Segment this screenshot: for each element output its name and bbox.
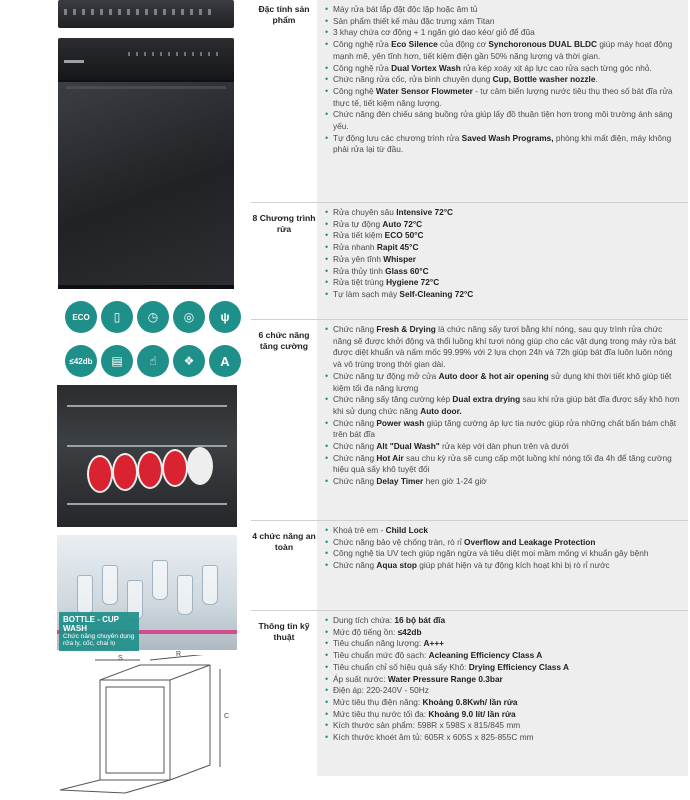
item-text: . [595, 74, 598, 85]
highlight-text: A+++ [423, 638, 445, 649]
list-item [325, 662, 680, 674]
list-item [325, 674, 680, 686]
highlight-text: Delay Timer [376, 476, 424, 487]
list-item [325, 266, 680, 278]
item-text: Mức tiêu thụ nước tối đa: [333, 708, 429, 719]
section-features [251, 0, 688, 202]
item-text: Rửa yên tĩnh [333, 253, 384, 264]
timer-icon: ◷ [137, 301, 169, 333]
dishwasher-base [58, 285, 234, 289]
highlight-text: Khoảng 9.0 lít/ lần rửa [428, 708, 516, 719]
list-item [325, 394, 680, 417]
highlight-text: Overflow and Leakage Protection [464, 536, 596, 547]
dim-r: R [176, 651, 182, 658]
list-item [325, 74, 680, 86]
dishwasher-top-panel [58, 0, 234, 28]
list-item [325, 39, 680, 62]
item-text: Công nghệ rửa [333, 62, 392, 73]
hand-icon: ☝ [137, 345, 169, 377]
highlight-text: Auto door. [420, 405, 462, 416]
highlight-text: Acleaning Efficiency Class A [428, 650, 543, 661]
list-item [325, 109, 680, 132]
list-item [325, 230, 680, 242]
item-text: của động cơ [437, 39, 489, 50]
list-item [325, 441, 680, 453]
item-text: Chức năng [333, 452, 377, 463]
item-text: Rửa tiết kiệm [333, 230, 385, 241]
item-text: là chức năng sấy tươi bằng khí nóng, sau quy trình rửa chức năng sẽ được khởi động và thổi luồng khí tươi nóng giúp cho các vật dụng trong máy rửa bát được diệt khuẩn và nấm mốc 99.99% với 2 lựa chọn 24h và 72h giúp bát đĩa luôn luôn nóng và vô trùng trong thời gian dài. [333, 324, 676, 370]
section-label: 4 chức năng an toàn [252, 531, 316, 552]
item-text: Chức năng rửa cốc, rửa bình chuyên dụng [333, 74, 493, 85]
highlight-text: Self-Cleaning 72°C [399, 288, 474, 299]
list-item [325, 525, 680, 537]
dimension-diagram [40, 651, 245, 795]
bottle-cup-subtitle: Chức năng chuyên dụng rửa ly, cốc, chai lọ [63, 633, 135, 648]
item-text: Tiêu chuẩn chỉ số hiệu quả sấy Khô: [333, 661, 469, 672]
item-text: 3 khay chứa cơ động + 1 ngăn gió dao kéo/ giỏ để đũa [333, 27, 535, 38]
highlight-text: ≤42db [397, 626, 422, 637]
item-list [325, 525, 680, 572]
item-text: Tiêu chuẩn mức độ sạch: [333, 650, 429, 661]
item-text: Kích thước khoét âm tủ: 605R x 605S x 825-855C mm [333, 732, 534, 743]
item-text: - tự cảm biến lượng nước tiêu thụ theo số bát đĩa rửa thực tế, tiết kiệm năng lượng. [333, 85, 673, 108]
item-text: Mức độ tiếng ồn: [333, 626, 398, 637]
section-label: 6 chức năng tăng cường [258, 330, 310, 351]
list-item [325, 133, 680, 156]
highlight-text: Whisper [383, 253, 417, 264]
item-text: Tự động lưu các chương trình rửa [333, 132, 462, 143]
item-text: Chức năng [333, 476, 377, 487]
section-label: Thông tin kỹ thuật [258, 621, 310, 642]
list-item [325, 732, 680, 744]
spec-table [251, 0, 688, 800]
cutlery-icon: ψ [209, 301, 241, 333]
item-text: Rửa thủy tinh [333, 265, 386, 276]
highlight-text: Auto 72°C [382, 218, 423, 229]
highlight-text: Water Pressure Range 0.3bar [387, 673, 503, 684]
item-text: Công nghệ [333, 85, 376, 96]
item-text: Rửa tiệt trùng [333, 277, 387, 288]
section-programs [251, 203, 688, 319]
item-text: Máy rửa bát lắp đặt độc lập hoặc âm tủ [333, 4, 478, 14]
product-images [0, 0, 245, 800]
item-text: Sản phẩm thiết kế màu đặc trưng xám Titan [333, 15, 495, 26]
list-item [325, 615, 680, 627]
highlight-text: Auto door & hot air opening [438, 370, 549, 381]
item-text: giúp máy hoạt động mạnh mẽ, yên tĩnh hơn, tiết kiệm điện gần 50% năng lượng và thời gian. [333, 39, 673, 61]
list-item [325, 709, 680, 721]
item-text: Rửa nhanh [333, 242, 377, 253]
item-text: Chức năng [333, 441, 377, 452]
highlight-text: Hot Air [376, 452, 404, 463]
item-text: Chức năng sấy tăng cường kép [333, 394, 453, 405]
item-text: Chức năng tự động mở cửa [333, 370, 439, 381]
item-text: Chức năng bảo vệ chống tràn, rò rỉ [333, 536, 465, 547]
list-item [325, 16, 680, 28]
highlight-text: Fresh & Drying [376, 324, 436, 334]
silence-icon: ≤42db [65, 345, 97, 377]
list-item [325, 324, 680, 371]
highlight-text: Dual Vortex Wash [391, 62, 461, 73]
highlight-text: Drying Efficiency Class A [468, 661, 569, 672]
section-specs [251, 611, 688, 776]
dishwasher-control-panel [58, 38, 234, 80]
a-rating-icon: A [209, 345, 241, 377]
item-text: Tiêu chuẩn năng lượng: [333, 638, 424, 649]
item-text: Chức năng [333, 560, 377, 571]
item-text: phòng khi mất điện, máy không phải rửa lại từ đầu. [333, 132, 672, 155]
highlight-text: Child Lock [385, 525, 428, 535]
list-item [325, 277, 680, 289]
wash-icon: ❖ [173, 345, 205, 377]
highlight-text: Glass 60°C [385, 265, 429, 276]
uv-icon: ▤ [101, 345, 133, 377]
item-text: giúp phát hiện và tự động kích hoạt khi bị rò rỉ nước [416, 560, 610, 571]
item-text: sử dụng khi thời tiết khô giúp tiết kiệm tối đa năng lượng [333, 370, 672, 393]
highlight-text: Hygiene 72°C [386, 277, 440, 288]
highlight-text: Aqua stop [376, 560, 417, 571]
item-text: Chức năng [333, 324, 377, 334]
highlight-text: Rapit 45°C [376, 242, 419, 253]
item-list [325, 615, 680, 744]
list-item [325, 548, 680, 560]
list-item [325, 242, 680, 254]
list-item [325, 560, 680, 572]
item-list [325, 4, 680, 156]
highlight-text: Synchoronous DUAL BLDC [488, 39, 598, 50]
item-text: Dung tích chứa: [333, 615, 395, 625]
item-text: Rửa chuyên sâu [333, 207, 397, 217]
highlight-text: Intensive 72°C [396, 207, 454, 217]
list-item [325, 254, 680, 266]
section-safety [251, 521, 688, 610]
highlight-text: Cup, Bottle washer nozzle [492, 74, 596, 85]
highlight-text: 16 bộ bát đĩa [394, 615, 446, 625]
highlight-text: Power wash [376, 417, 425, 428]
highlight-text: Khoảng 0.8Kwh/ lần rửa [422, 696, 518, 707]
list-item [325, 418, 680, 441]
highlight-text: Alt "Dual Wash" [376, 441, 440, 452]
list-item [325, 476, 680, 488]
list-item [325, 627, 680, 639]
item-text: Điện áp: 220-240V - 50Hz [333, 685, 429, 696]
list-item [325, 4, 680, 16]
item-text: Khoá trẻ em - [333, 525, 386, 535]
highlight-text: Saved Wash Programs, [461, 132, 554, 143]
item-text: Chức năng đèn chiếu sáng buồng rửa giúp lấy đồ thuận tiện hơn trong môi trường ánh sáng yếu. [333, 109, 673, 132]
list-item [325, 638, 680, 650]
dishwasher-door [58, 80, 234, 285]
item-text: rửa kép với dàn phun trên và dưới [439, 441, 569, 452]
list-item [325, 289, 680, 301]
highlight-text: Eco Silence [391, 39, 438, 50]
list-item [325, 86, 680, 109]
bottle-cup-label [59, 612, 139, 651]
section-label: Đặc tính sản phẩm [258, 4, 310, 25]
item-text: Công nghệ tia UV tech giúp ngăn ngừa và tiêu diệt mọi mầm mống vi khuẩn gây bệnh [333, 548, 649, 559]
bottle-cup-title: BOTTLE - CUP WASH [63, 615, 119, 633]
list-item [325, 537, 680, 549]
highlight-text: Water Sensor Flowmeter [375, 85, 473, 96]
item-text: sau khi rửa giúp bát đĩa được sấy khô hơn khi sử dụng chức năng [333, 394, 680, 416]
dim-s: S [118, 655, 123, 662]
list-item [325, 27, 680, 39]
section-enhanced [251, 320, 688, 520]
list-item [325, 685, 680, 697]
item-text: giúp tăng cường áp lực tia nước giúp rửa những chất bẩn bám chặt trên bát đĩa [333, 417, 677, 440]
item-text: Rửa tự động [333, 218, 383, 229]
item-list [325, 324, 680, 488]
eco-icon: ECO [65, 301, 97, 333]
highlight-text: ECO 50°C [384, 230, 424, 241]
door-icon: ▯ [101, 301, 133, 333]
section-label: 8 Chương trình rửa [252, 213, 316, 234]
dim-c: C [224, 713, 230, 720]
item-text: Mức tiêu thụ điện năng: [333, 696, 423, 707]
list-item [325, 371, 680, 394]
item-text: Chức năng [333, 417, 377, 428]
item-text: Tự làm sạch máy [333, 288, 400, 299]
list-item [325, 453, 680, 476]
item-text: rửa kép xoáy xịt áp lực cao rửa sạch từng góc nhỏ. [460, 62, 652, 73]
list-item [325, 207, 680, 219]
list-item [325, 697, 680, 709]
list-item [325, 720, 680, 732]
list-item [325, 63, 680, 75]
list-item [325, 650, 680, 662]
list-item [325, 219, 680, 231]
item-list [325, 207, 680, 301]
item-text: hẹn giờ 1-24 giờ [423, 476, 487, 487]
item-text: Kích thước sản phẩm: 598R x 598S x 815/845 mm [333, 720, 521, 731]
highlight-text: Dual extra drying [452, 394, 521, 405]
dish-icon: ◎ [173, 301, 205, 333]
interior-photo [57, 385, 237, 527]
item-text: Công nghệ rửa [333, 39, 392, 50]
item-text: Áp suất nước: [333, 673, 388, 684]
item-text: sau chu kỳ rửa sẽ cung cấp một luồng khí nóng tối đa 4h để tăng cường hiệu quả sấy khô tuyệt đối [333, 452, 672, 475]
